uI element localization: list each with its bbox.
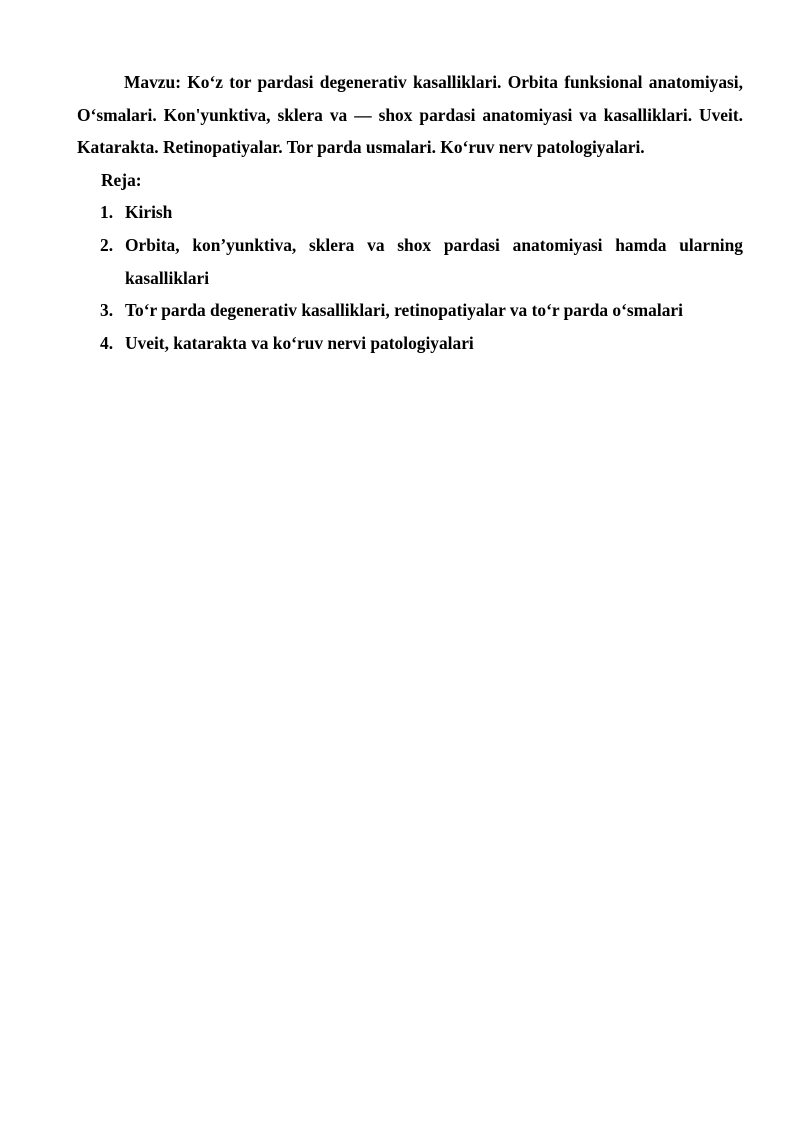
plan-list	[77, 196, 743, 359]
plan-item-number: 4.	[100, 332, 114, 353]
plan-item	[77, 327, 743, 360]
plan-item	[77, 196, 743, 229]
plan-item-text: Orbita, kon’yunktiva, sklera va shox pardasi anatomiyasi hamda ularning kasalliklari	[125, 234, 743, 288]
plan-item-text: Uveit, katarakta va ko‘ruv nervi patologiyalari	[125, 332, 474, 353]
plan-item	[77, 294, 743, 327]
plan-item-text: To‘r parda degenerativ kasalliklari, retinopatiyalar va to‘r parda o‘smalari	[125, 300, 683, 321]
plan-item	[77, 229, 743, 294]
plan-title: Reja:	[101, 169, 142, 190]
document-content	[77, 66, 743, 359]
plan-item-number: 2.	[100, 234, 114, 255]
plan-item-number: 1.	[100, 202, 114, 223]
topic-paragraph: Mavzu: Ko‘z tor pardasi degenerativ kasalliklari. Orbita funksional anatomiyasi, O‘smalari. Kon'yunktiva, sklera va — shox pardasi anatomiyasi va kasalliklari. Uveit. Katarakta. Retinopatiyalar. Tor parda usmalari. Ko‘ruv nerv patologiyalari.	[77, 72, 743, 158]
plan-item-number: 3.	[100, 300, 114, 321]
plan-item-text: Kirish	[125, 202, 173, 223]
